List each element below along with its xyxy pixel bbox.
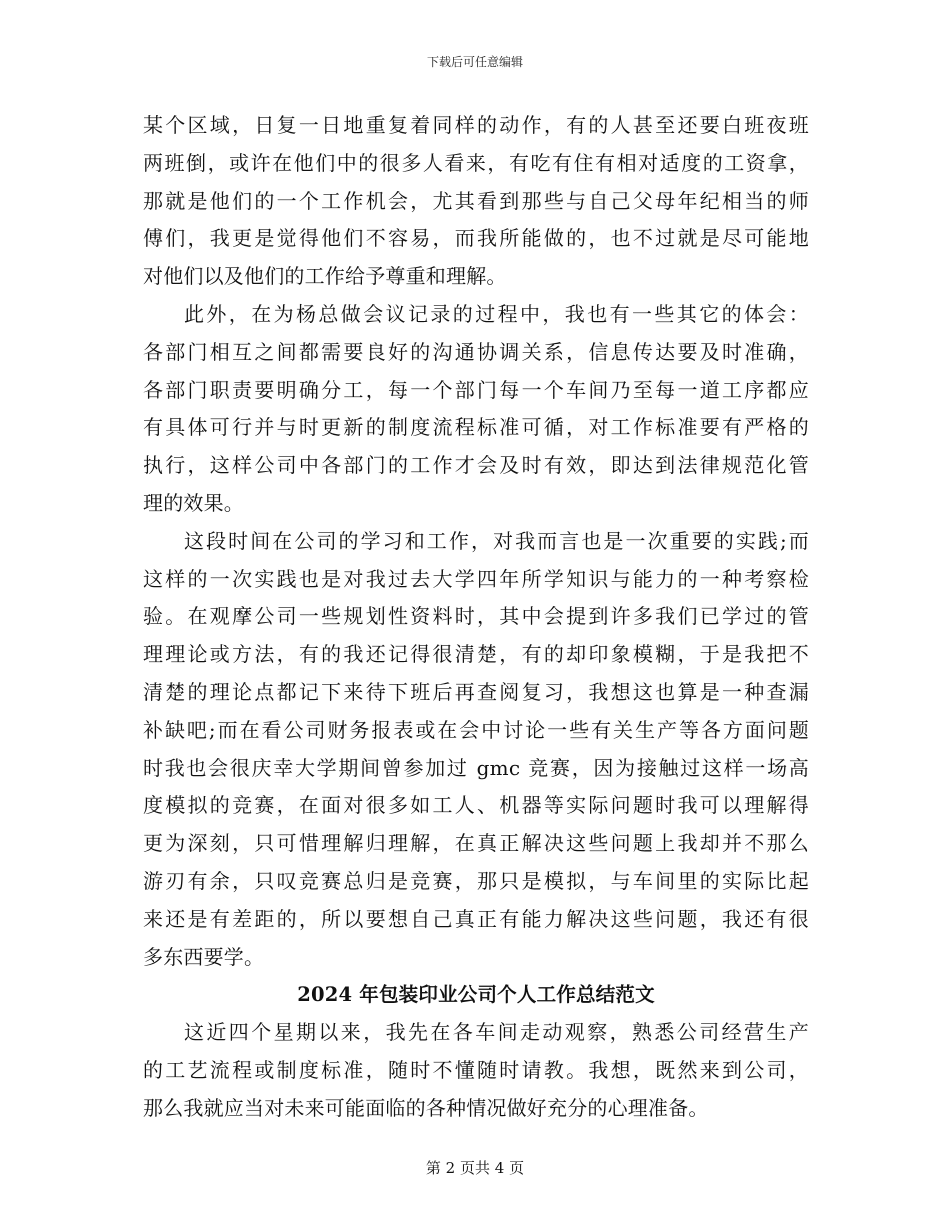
text-line: 这段时间在公司的学习和工作，对我而言也是一次重要的实践;而 [184,528,809,553]
text-line: 这样的一次实践也是对我过去大学四年所学知识与能力的一种考察检 [143,566,809,591]
section-heading: 2024 年包装印业公司个人工作总结范文 [297,983,655,1007]
paragraph-4 [143,1014,809,1127]
paragraph-1 [143,107,809,296]
text-line: 的工艺流程或制度标准，随时不懂随时请教。我想，既然来到公司， [143,1057,809,1082]
text-line: 验。在观摩公司一些规划性资料时，其中会提到许多我们已学过的管 [143,604,809,629]
text-line: 来还是有差距的，所以要想自己真正有能力解决这些问题，我还有很 [143,906,809,931]
text-line: 时我也会很庆幸大学期间曾参加过 gmc 竞赛，因为接触过这样一场高 [143,755,809,780]
text-line: 此外，在为杨总做会议记录的过程中，我也有一些其它的体会： [184,301,809,326]
text-line: 清楚的理论点都记下来待下班后再查阅复习，我想这也算是一种查漏 [143,679,809,704]
document-body [143,107,809,1128]
page-header: 下载后可任意编辑 [426,55,523,69]
text-line: 某个区域，日复一日地重复着同样的动作，有的人甚至还要白班夜班 [143,113,809,137]
text-line: 各部门相互之间都需要良好的沟通协调关系，信息传达要及时准确， [143,339,809,364]
text-line: 两班倒，或许在他们中的很多人看来，有吃有住有相对适度的工资拿， [143,150,809,175]
text-line: 补缺吧;而在看公司财务报表或在会中讨论一些有关生产等各方面问题 [143,717,809,742]
paragraph-2 [143,296,809,523]
text-line: 度模拟的竞赛，在面对很多如工人、机器等实际问题时我可以理解得 [143,793,809,818]
text-line: 更为深刻，只可惜理解归理解，在真正解决这些问题上我却并不那么 [143,831,809,856]
text-line: 各部门职责要明确分工，每一个部门每一个车间乃至每一道工序都应 [143,377,809,402]
text-line: 多东西要学。 [143,944,265,969]
text-line: 执行，这样公司中各部门的工作才会及时有效，即达到法律规范化管 [143,453,809,478]
text-line: 有具体可行并与时更新的制度流程标准可循，对工作标准要有严格的 [143,415,809,440]
text-line: 对他们以及他们的工作给予尊重和理解。 [143,264,507,289]
text-line: 游刃有余，只叹竞赛总归是竞赛，那只是模拟，与车间里的实际比起 [143,868,809,893]
paragraph-3 [143,523,809,977]
text-line: 那么我就应当对未来可能面临的各种情况做好充分的心理准备。 [143,1095,709,1120]
page-number: 第 2 页共 4 页 [425,1159,525,1177]
text-line: 理的效果。 [143,490,244,515]
text-line: 理理论或方法，有的我还记得很清楚，有的却印象模糊，于是我把不 [143,642,809,667]
text-line: 这近四个星期以来，我先在各车间走动观察，熟悉公司经营生产 [184,1020,809,1045]
text-line: 傅们，我更是觉得他们不容易，而我所能做的，也不过就是尽可能地 [143,226,809,251]
text-line: 那就是他们的一个工作机会，尤其看到那些与自己父母年纪相当的师 [143,188,809,213]
